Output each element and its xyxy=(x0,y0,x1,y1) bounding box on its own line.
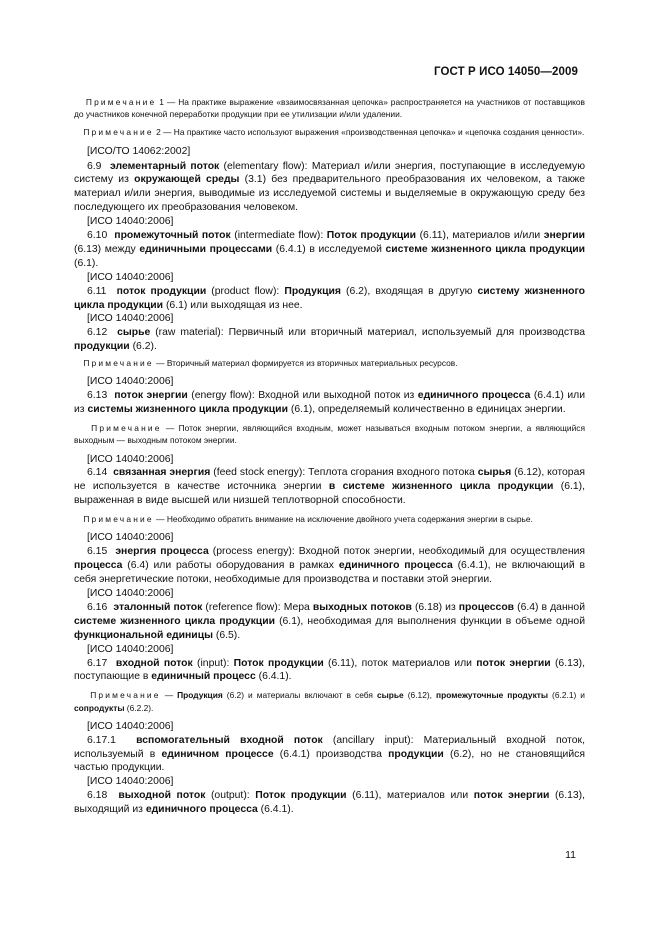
term-text: (6.11), поток материалов или xyxy=(323,657,477,669)
source-ref: [ИСО 14040:2006] xyxy=(87,313,174,325)
term-entry-6-18 xyxy=(74,789,585,817)
term-entry-6-10 xyxy=(74,229,585,271)
term-text: (6.1) или выходящая из нее. xyxy=(163,299,303,311)
term-ref: в системе жизненного цикла продукции xyxy=(328,481,554,493)
term-text: (output): xyxy=(205,790,256,802)
term-text: (raw material): Первичный или вторичный материал, используемый для производства xyxy=(150,327,585,339)
term-text: (6.2), но не становящийся частью продукции. xyxy=(74,748,585,774)
source-ref: [ИСО 14040:2006] xyxy=(87,720,174,732)
term-name: элементарный поток xyxy=(110,160,220,172)
term-name: связанная энергия xyxy=(113,467,211,479)
term-text: (6.18) из xyxy=(411,601,459,613)
note-text: (6.12), xyxy=(403,690,437,701)
term-number: 6.11 xyxy=(87,285,107,297)
term-text: (reference flow): Мера xyxy=(202,601,313,613)
term-ref: единичном процессе xyxy=(161,748,274,760)
term-ref: продукции xyxy=(74,341,130,353)
term-name: энергия процесса xyxy=(115,546,209,558)
term-ref: единичными процессами xyxy=(139,243,273,255)
term-name: промежуточный поток xyxy=(114,230,231,242)
term-number: 6.16 xyxy=(87,601,108,613)
term-name: вспомогательный входной поток xyxy=(136,734,323,746)
note-6 xyxy=(74,689,585,713)
note-1 xyxy=(74,96,585,120)
term-ref: поток энергии xyxy=(473,790,550,802)
note-text: 2 — На практике часто используют выражения «производственная цепочка» и «цепочка создания ценности». xyxy=(153,127,585,138)
term-ref: Продукция xyxy=(284,285,341,297)
term-ref: энергии xyxy=(543,230,585,242)
term-entry-6-12 xyxy=(74,326,585,354)
term-text: (6.1), определяемый количественно в единицах энергии. xyxy=(287,404,566,416)
term-text: (6.13), выходящий из xyxy=(74,790,585,816)
term-ref: продукции xyxy=(388,748,444,760)
term-text: (6.1), выраженная в виде высшей или низшей теплотворной способности. xyxy=(74,481,586,507)
term-text: (6.11), материалов или xyxy=(346,790,474,802)
note-label: Примечание xyxy=(90,690,161,701)
term-text: (6.5). xyxy=(212,629,241,641)
note-text: — Поток энергии, являющийся входным, может называться входным потоком энергии, а являющийся выходным — выходным потоком энергии. xyxy=(74,423,585,446)
source-ref: [ИСО 14040:2006] xyxy=(87,216,174,228)
term-text: (6.4.1). xyxy=(257,804,294,816)
note-3 xyxy=(74,357,585,369)
standard-header: ГОСТ Р ИСО 14050—2009 xyxy=(433,66,578,78)
term-text: (product flow): xyxy=(206,285,285,297)
term-number: 6.14 xyxy=(87,467,108,479)
term-ref: системы жизненного цикла продукции xyxy=(87,404,288,416)
source-ref: [ИСО 14040:2006] xyxy=(87,271,174,283)
source-ref: [ИСО/ТО 14062:2002] xyxy=(87,145,191,157)
term-text: (input): xyxy=(192,657,234,669)
note-text: 1 — На практике выражение «взаимосвязанная цепочка» распространяется на участников от поставщиков до участников конечной переработки продукции при ее утилизации и/или удалении. xyxy=(74,97,585,120)
term-text: (ancillary input): Материальный входной поток, используемый в xyxy=(74,734,585,760)
term-name: эталонный поток xyxy=(113,601,203,613)
term-text: (elementary flow): Материал и/или энергия, поступающие в исследуемую систему из xyxy=(74,160,585,186)
term-ref: системе жизненного цикла продукции xyxy=(385,243,586,255)
note-text: — Необходимо обратить внимание на исключение двойного учета содержания энергии в сырье. xyxy=(153,514,533,525)
term-ref: Поток продукции xyxy=(326,230,417,242)
term-number: 6.15 xyxy=(87,546,108,558)
note-ref: Продукция xyxy=(177,690,223,701)
term-ref: окружающей среды xyxy=(134,174,240,186)
source-ref: [ИСО 14040:2006] xyxy=(87,532,174,544)
term-text: (6.13), поступающие в xyxy=(74,657,586,683)
note-text: — xyxy=(160,690,178,701)
note-2 xyxy=(74,126,585,138)
term-text: (6.4.1). xyxy=(255,671,292,683)
term-name: выходной поток xyxy=(118,790,206,802)
note-4 xyxy=(74,422,585,446)
term-number: 6.13 xyxy=(87,390,108,402)
term-number: 6.17.1 xyxy=(87,734,116,746)
term-ref: процесса xyxy=(74,560,123,572)
term-ref: функциональной единицы xyxy=(74,629,213,641)
term-ref: Поток продукции xyxy=(233,657,324,669)
source-ref: [ИСО 14040:2006] xyxy=(87,776,174,788)
note-5 xyxy=(74,513,585,525)
term-number: 6.17 xyxy=(87,657,108,669)
note-ref: сырье xyxy=(376,690,404,701)
term-text: (6.4.1) производства xyxy=(273,748,389,760)
term-text: (process energy): Входной поток энергии, необходимый для осуществления xyxy=(208,546,585,558)
note-ref: сопродукты xyxy=(74,702,125,713)
term-text: (6.11), материалов и/или xyxy=(416,230,544,242)
term-ref: единичный процесс xyxy=(151,671,256,683)
term-ref: единичного процесса xyxy=(417,390,531,402)
note-text: — Вторичный материал формируется из вторичных материальных ресурсов. xyxy=(153,358,458,369)
note-text: (6.2) и материалы включают в себя xyxy=(222,690,377,701)
term-ref: Поток продукции xyxy=(255,790,347,802)
term-ref: выходных потоков xyxy=(312,601,412,613)
term-text: (6.2). xyxy=(129,341,157,353)
term-text: (6.4) в данной xyxy=(514,601,586,613)
note-label: Примечание xyxy=(83,127,154,138)
note-text: (6.2.2). xyxy=(124,702,154,713)
term-name: поток энергии xyxy=(114,390,188,402)
term-entry-6-16 xyxy=(74,601,585,643)
term-ref: единичного процесса xyxy=(338,560,453,572)
term-number: 6.9 xyxy=(87,160,102,172)
term-text: (6.2), входящая в другую xyxy=(340,285,478,297)
term-number: 6.18 xyxy=(87,790,108,802)
source-ref: [ИСО 14040:2006] xyxy=(87,587,174,599)
term-entry-6-17-1 xyxy=(74,734,585,776)
source-ref: [ИСО 14040:2006] xyxy=(87,643,174,655)
term-text: (6.12), которая не используется в качестве источника энергии xyxy=(74,467,585,493)
term-text: (6.1). xyxy=(74,257,99,269)
term-text: (6.4.1), не включающий в себя энергетические потоки, необходимые для производства и поставки этой энергии. xyxy=(74,560,585,586)
term-ref: сырья xyxy=(477,467,512,479)
note-ref: промежуточные продукты xyxy=(436,690,549,701)
note-text: (6.2.1) и xyxy=(548,690,585,701)
term-ref: систему жизненного цикла продукции xyxy=(74,285,585,311)
term-name: поток продукции xyxy=(116,285,207,297)
page-number: 11 xyxy=(565,849,576,861)
term-ref: процессов xyxy=(458,601,515,613)
source-ref: [ИСО 14040:2006] xyxy=(87,453,174,465)
source-ref: [ИСО 14040:2006] xyxy=(87,376,174,388)
term-ref: системе жизненного цикла продукции xyxy=(74,615,275,627)
note-label: Примечание xyxy=(83,358,154,369)
term-number: 6.12 xyxy=(87,327,108,339)
term-name: сырье xyxy=(117,327,151,339)
term-text: (intermediate flow): xyxy=(230,230,327,242)
term-text: (3.1) без предварительного преобразования их человеком, а также материал и/или энергия, выводимые из исследуемой системы и выделяемые в окружающую среду без последующего их преобразования человеком. xyxy=(74,174,585,214)
page-content xyxy=(74,96,585,817)
term-text: (6.4.1) в исследуемой xyxy=(272,243,386,255)
term-name: входной поток xyxy=(115,657,193,669)
term-ref: поток энергии xyxy=(476,657,551,669)
term-entry-6-17 xyxy=(74,657,585,685)
term-entry-6-11 xyxy=(74,285,585,313)
term-text: (energy flow): Входной или выходной поток из xyxy=(187,390,418,402)
note-label: Примечание xyxy=(91,423,162,434)
note-label: Примечание xyxy=(83,514,154,525)
note-label: Примечание xyxy=(85,97,157,107)
term-entry-6-9 xyxy=(74,160,585,216)
term-entry-6-13 xyxy=(74,389,585,417)
term-ref: единичного процесса xyxy=(145,804,258,816)
term-text: (6.4.1) или из xyxy=(74,390,585,416)
term-text: (6.13) между xyxy=(74,243,140,255)
term-number: 6.10 xyxy=(87,230,108,242)
term-text: (6.1), необходимая для выполнения функции в объеме одной xyxy=(274,615,585,627)
term-text: (6.4) или работы оборудования в рамках xyxy=(122,560,339,572)
term-text: (feed stock energy): Теплота сгорания входного потока xyxy=(210,467,478,479)
term-entry-6-15 xyxy=(74,545,585,587)
term-entry-6-14 xyxy=(74,466,585,508)
